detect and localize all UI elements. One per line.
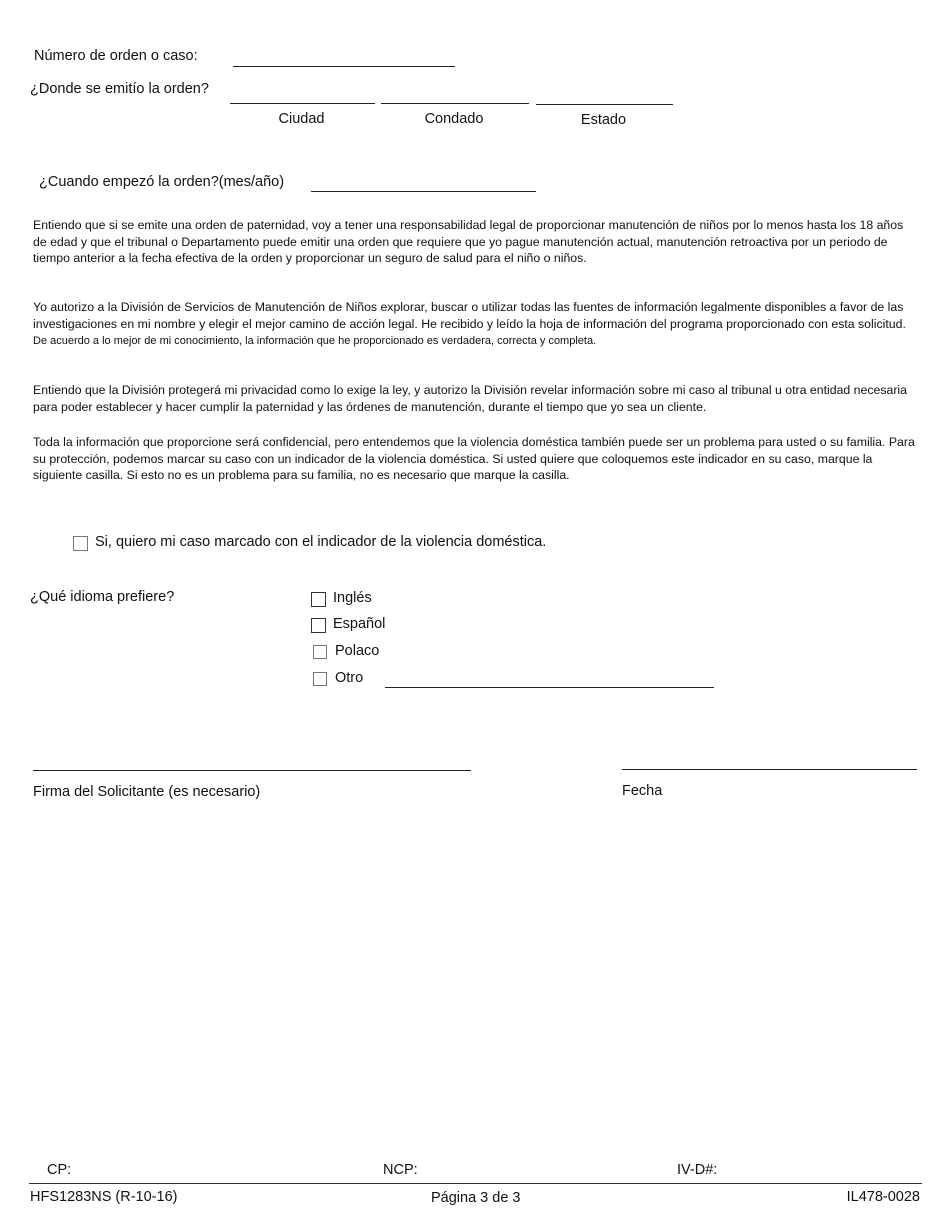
county-input[interactable] (381, 85, 529, 104)
domestic-violence-checkbox[interactable] (73, 536, 88, 551)
date-line[interactable] (622, 769, 917, 770)
language-question: ¿Qué idioma prefiere? (30, 589, 175, 605)
language-english-checkbox[interactable] (311, 592, 326, 607)
date-label: Fecha (622, 783, 663, 799)
signature-label: Firma del Solicitante (es necesario) (33, 784, 261, 800)
start-date-input[interactable] (311, 173, 536, 192)
county-sublabel: Condado (424, 111, 484, 127)
state-input[interactable] (536, 86, 673, 105)
ivd-label: IV-D#: (677, 1162, 718, 1178)
order-number-input[interactable] (233, 48, 455, 67)
cp-label: CP: (47, 1162, 72, 1178)
privacy-paragraph: Entiendo que la División protegerá mi privacidad como lo exige la ley, y autorizo la División revelar información sobre mi caso al tribunal u otra entidad necesaria para poder establecer y hacer cumplir la paternidad y las órdenes de manutención, durante el tiempo que yo sea un cliente. (33, 383, 907, 414)
language-other-label: Otro (335, 670, 364, 686)
language-english-label: Inglés (333, 590, 372, 606)
where-issued-label: ¿Donde se emitío la orden? (30, 81, 209, 97)
language-polish-label: Polaco (335, 643, 380, 659)
domestic-violence-checkbox-label: Si, quiero mi caso marcado con el indicador de la violencia doméstica. (95, 534, 547, 550)
language-spanish-checkbox[interactable] (311, 618, 326, 633)
city-input[interactable] (230, 85, 375, 104)
city-sublabel: Ciudad (278, 111, 325, 127)
domestic-violence-paragraph: Toda la información que proporcione será confidencial, pero entendemos que la violencia doméstica también puede ser un problema para usted o su familia. Para su protección, podemos marcar su caso con un indicador de la violencia doméstica. Si usted quiere que coloquemos este indicador en su caso, marque la siguiente casilla. Si esto no es un problema para su familia, no es necesario que marque la casilla. (33, 435, 915, 483)
footer-divider (29, 1183, 922, 1184)
language-polish-checkbox[interactable] (313, 645, 327, 659)
truthfulness-text: De acuerdo a lo mejor de mi conocimiento, la información que he proporcionado es verdadera, correcta y completa. (33, 335, 597, 348)
order-number-label: Número de orden o caso: (34, 48, 198, 64)
state-sublabel: Estado (580, 112, 627, 128)
language-other-checkbox[interactable] (313, 672, 327, 686)
signature-line[interactable] (33, 770, 471, 771)
paternity-responsibility-paragraph: Entiendo que si se emite una orden de paternidad, voy a tener una responsabilidad legal de proporcionar manutención de niños por lo menos hasta los 18 años de edad y que el tribunal o Departamento puede emitir una orden que requiere que yo pague manutención actual, manutención retroactiva por un periodo de tiempo anterior a la fecha efectiva de la orden y proporcionar un seguro de salud para el niño o niños. (33, 218, 904, 266)
start-date-label: ¿Cuando empezó la orden?(mes/año) (39, 174, 285, 190)
ncp-label: NCP: (383, 1162, 418, 1178)
form-id: HFS1283NS (R-10-16) (30, 1189, 178, 1205)
page-number: Página 3 de 3 (431, 1190, 521, 1206)
authorization-text: Yo autorizo a la División de Servicios de Manutención de Niños explorar, buscar o utilizar todas las fuentes de información legalmente disponibles a favor de las investigaciones en mi nombre y elegir el mejor camino de acción legal. He recibido y leído la hoja de información del programa proporcionado con esta solicitud. (33, 300, 906, 331)
authorization-paragraph (33, 299, 917, 350)
language-spanish-label: Español (333, 616, 386, 632)
form-code: IL478-0028 (846, 1189, 920, 1205)
language-other-input[interactable] (385, 669, 714, 688)
